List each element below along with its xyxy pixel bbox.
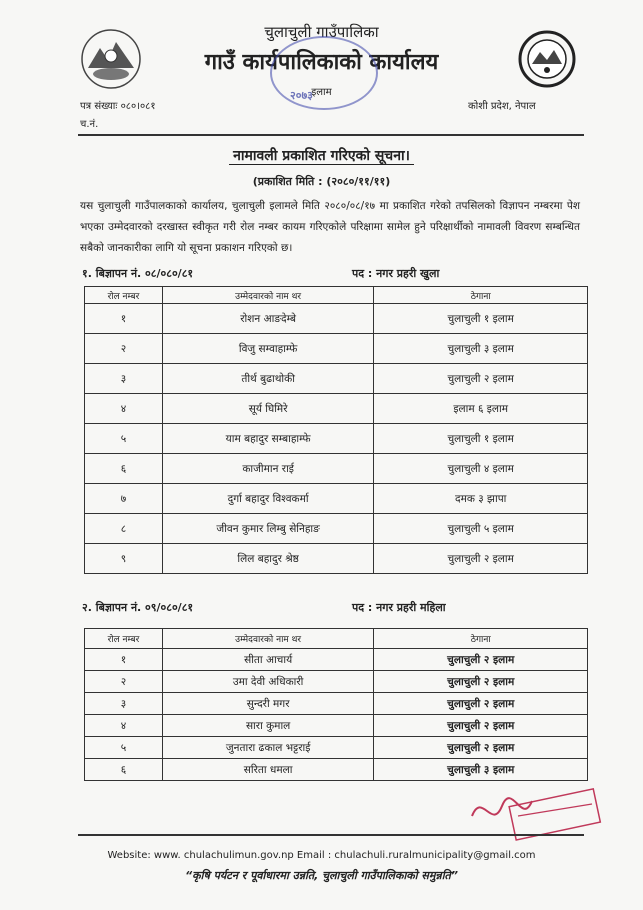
candidate-address: चुलाचुली १ इलाम [374, 304, 588, 334]
candidate-address: चुलाचुली २ इलाम [374, 693, 588, 715]
roll-number: १ [85, 649, 163, 671]
table-row [85, 334, 588, 364]
province-label: कोशी प्रदेश, नेपाल [468, 101, 536, 112]
publish-date: (प्रकाशित मिति : (२०८०/११/११) [252, 175, 391, 188]
section2-post: पद : नगर प्रहरी महिला [352, 601, 446, 614]
roll-number: ३ [85, 364, 163, 394]
office-name: गाउँ कार्यपालिकाको कार्यालय [204, 50, 439, 75]
col-address: ठेगाना [374, 629, 588, 649]
roll-number: ६ [85, 759, 163, 781]
footer-slogan: “कृषि पर्यटन र पूर्वाधारमा उन्नति, चुलाचुली गाउँपालिकाको समुन्नति” [185, 869, 458, 882]
table-row [85, 514, 588, 544]
candidates-table-2 [84, 628, 588, 781]
col-roll: रोल नम्बर [85, 287, 163, 304]
roll-number: १ [85, 304, 163, 334]
letter-number: पत्र संख्याः ०८०।०८१ [80, 101, 156, 112]
candidate-address: चुलाचुली ५ इलाम [374, 514, 588, 544]
candidate-name: सीता आचार्य [162, 649, 374, 671]
candidate-address: चुलाचुली २ इलाम [374, 715, 588, 737]
table-row [85, 737, 588, 759]
table-row [85, 544, 588, 574]
candidate-name: विजु सम्वाहाम्फे [162, 334, 374, 364]
roll-number: ४ [85, 394, 163, 424]
header-divider [78, 134, 584, 136]
col-address: ठेगाना [374, 287, 588, 304]
table-row [85, 424, 588, 454]
letter-meta [80, 98, 156, 134]
col-name: उम्मेदवारको नाम थर [162, 287, 374, 304]
dispatch-number: च.नं. [80, 119, 99, 130]
office-stamp [270, 36, 378, 110]
roll-number: ६ [85, 454, 163, 484]
stamp-year: २०७३ [290, 89, 313, 102]
roll-number: ३ [85, 693, 163, 715]
candidate-address: चुलाचुली २ इलाम [374, 671, 588, 693]
section1-post: पद : नगर प्रहरी खुला [352, 267, 440, 280]
roll-number: ५ [85, 737, 163, 759]
table-row [85, 759, 588, 781]
footer-divider [78, 834, 584, 836]
footer-contact: Website: www. chulachulimun.gov.np Email : chulachuli.ruralmunicipality@gmail.com [107, 850, 536, 861]
candidate-address: चुलाचुली २ इलाम [374, 544, 588, 574]
signature-stamp-icon [452, 786, 602, 846]
candidate-name: तीर्थ बुढाथोकी [162, 364, 374, 394]
candidate-address: चुलाचुली ३ इलाम [374, 759, 588, 781]
candidate-address: चुलाचुली २ इलाम [374, 364, 588, 394]
candidate-name: लिल बहादुर श्रेष्ठ [162, 544, 374, 574]
table-row [85, 394, 588, 424]
table-row [85, 364, 588, 394]
table-row [85, 715, 588, 737]
candidate-address: चुलाचुली २ इलाम [374, 737, 588, 759]
roll-number: ५ [85, 424, 163, 454]
roll-number: ७ [85, 484, 163, 514]
roll-number: २ [85, 334, 163, 364]
candidate-name: दुर्गा बहादुर विश्वकर्मा [162, 484, 374, 514]
candidate-name: जुनतारा ढकाल भट्टराई [162, 737, 374, 759]
table-row [85, 454, 588, 484]
candidate-name: सरिता धमला [162, 759, 374, 781]
candidate-name: जीवन कुमार लिम्बु सेनिहाङ [162, 514, 374, 544]
candidate-name: सूर्य घिमिरे [162, 394, 374, 424]
municipality-name: चुलाचुली गाउँपालिका [264, 23, 379, 41]
table-row [85, 304, 588, 334]
table-row [85, 649, 588, 671]
section1-heading: १. बिज्ञापन नं. ०८/०८०/८१ [82, 267, 194, 280]
candidate-address: चुलाचुली ४ इलाम [374, 454, 588, 484]
candidate-name: सारा कुमाल [162, 715, 374, 737]
section2-heading: २. बिज्ञापन नं. ०९/०८०/८१ [82, 601, 194, 614]
candidate-address: दमक ३ झापा [374, 484, 588, 514]
col-name: उम्मेदवारको नाम थर [162, 629, 374, 649]
candidates-table-1 [84, 286, 588, 574]
candidate-address: चुलाचुली २ इलाम [374, 649, 588, 671]
roll-number: ४ [85, 715, 163, 737]
candidate-name: रोशन आङदेम्बे [162, 304, 374, 334]
roll-number: २ [85, 671, 163, 693]
candidate-address: इलाम ६ इलाम [374, 394, 588, 424]
candidate-name: सुन्दरी मगर [162, 693, 374, 715]
notice-title: नामावली प्रकाशित गरिएको सूचना। [0, 146, 643, 165]
candidate-address: चुलाचुली १ इलाम [374, 424, 588, 454]
candidate-name: काजीमान राई [162, 454, 374, 484]
col-roll: रोल नम्बर [85, 629, 163, 649]
candidate-name: उमा देवी अधिकारी [162, 671, 374, 693]
table-row [85, 484, 588, 514]
table-row [85, 671, 588, 693]
table-row [85, 693, 588, 715]
office-place: इलाम [311, 87, 332, 98]
roll-number: ८ [85, 514, 163, 544]
notice-body: यस चुलाचुली गाउँपालकाको कार्यालय, चुलाचुली इलामले मिति २०८०/०८/१७ मा प्रकाशित गरेको तपसिलको विज्ञापन नम्बरमा पेश भएका उम्मेदवारको दरखास्त स्वीकृत गरी रोल नम्बर कायम गरिएकोले परिक्षामा सामेल हुने परिक्षार्थीको नामावली विवरण सम्बन्धित सबैको जानकारीका लागि यो सूचना प्रकाशन गरिएको छ। [80, 200, 580, 254]
roll-number: ९ [85, 544, 163, 574]
candidate-address: चुलाचुली ३ इलाम [374, 334, 588, 364]
candidate-name: याम बहादुर सम्बाहाम्फे [162, 424, 374, 454]
